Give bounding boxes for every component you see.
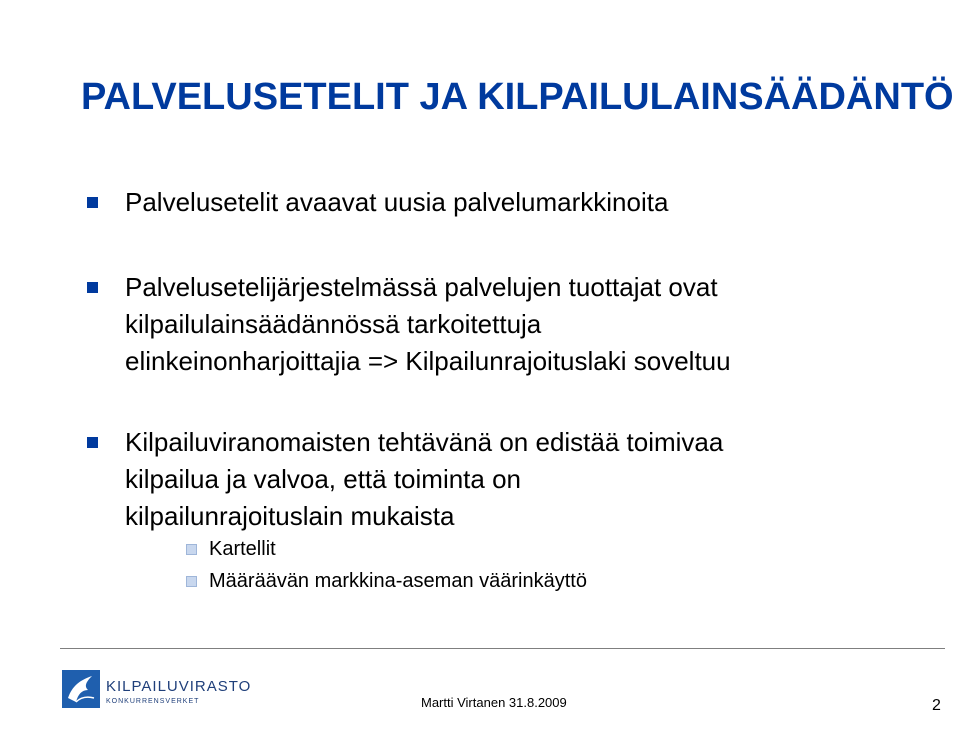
square-subbullet-icon xyxy=(186,576,197,587)
bullet-line: Kilpailuviranomaisten tehtävänä on edistää toimivaa xyxy=(125,427,724,457)
subbullet-text: Määräävän markkina-aseman väärinkäyttö xyxy=(209,570,587,592)
square-bullet-icon xyxy=(87,437,98,448)
slide-title: PALVELUSETELIT JA KILPAILULAINSÄÄDÄNTÖ xyxy=(81,76,954,118)
footer-divider xyxy=(60,648,945,649)
bullet-line: kilpailunrajoituslain mukaista xyxy=(125,501,455,531)
square-subbullet-icon xyxy=(186,544,197,555)
bullet-line: kilpailua ja valvoa, että toiminta on xyxy=(125,464,522,494)
logo-name: KILPAILUVIRASTO xyxy=(106,678,252,695)
bullet-text xyxy=(125,269,925,380)
bullet-text xyxy=(125,424,925,535)
square-bullet-icon xyxy=(87,282,98,293)
bullet-line: elinkeinonharjoittajia => Kilpailunrajoituslaki soveltuu xyxy=(125,346,731,376)
logo-subtitle: KONKURRENSVERKET xyxy=(106,698,200,705)
square-bullet-icon xyxy=(87,197,98,208)
bullet-line: Palvelusetelijärjestelmässä palvelujen tuottajat ovat xyxy=(125,272,718,302)
footer-author: Martti Virtanen 31.8.2009 xyxy=(421,695,567,710)
page-number: 2 xyxy=(932,697,941,714)
bullet-line: kilpailulainsäädännössä tarkoitettuja xyxy=(125,309,542,339)
bullet-line: Palvelusetelit avaavat uusia palvelumarkkinoita xyxy=(125,187,669,217)
subbullet-text: Kartellit xyxy=(209,538,276,560)
bullet-text xyxy=(125,184,925,221)
